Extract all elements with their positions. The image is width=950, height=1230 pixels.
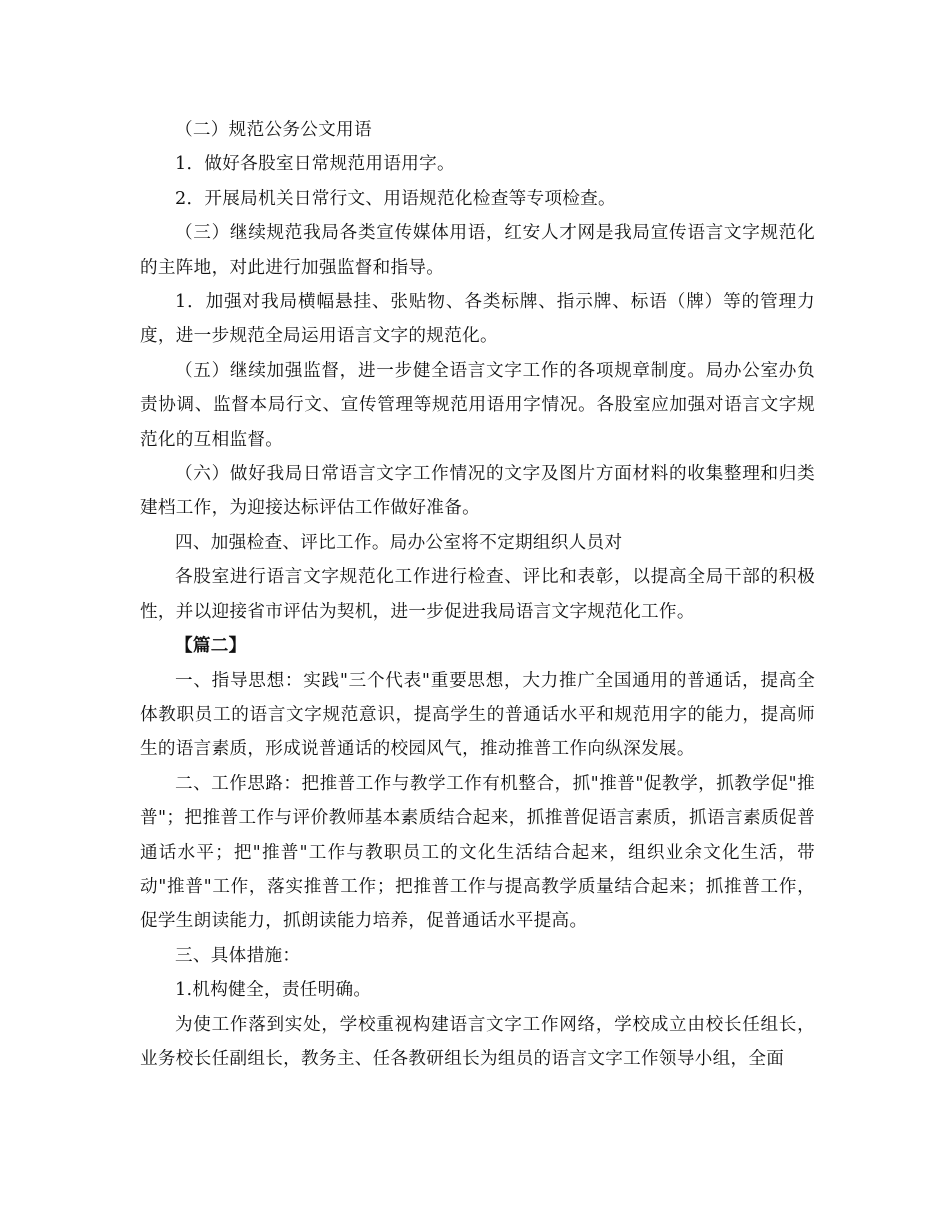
paragraph-measure-1-body: 为使工作落到实处，学校重视构建语言文字工作网络，学校成立由校长任组长，业务校长任副组长，教务主、任各教研组长为组员的语言文字工作领导小组，全面 (140, 1014, 815, 1069)
paragraph-item-1b: 1．加强对我局横幅悬挂、张贴物、各类标牌、指示牌、标语（牌）等的管理力度，进一步规范全局运用语言文字的规范化。 (140, 292, 815, 347)
paragraph-measure-1: 1.机构健全，责任明确。 (175, 980, 372, 1001)
paragraph-part-4: 四、加强检查、评比工作。局办公室将不定期组织人员对 (175, 532, 623, 553)
section-heading-part-two: 【篇二】 (175, 635, 247, 657)
paragraph-section-2-title: （二）规范公务公文用语 (175, 120, 372, 140)
paragraph-item-1: 1．做好各股室日常规范用语用字。 (175, 154, 455, 175)
paragraph-item-2: 2．开展局机关日常行文、用语规范化检查等专项检查。 (175, 188, 616, 209)
paragraph-part-4-continued: 各股室进行语言文字规范化工作进行检查、评比和表彰，以提高全局干部的积极性，并以迎接省市评估为契机，进一步促进我局语言文字规范化工作。 (140, 567, 815, 622)
paragraph-guiding-thought: 一、指导思想：实践"三个代表"重要思想，大力推广全国通用的普通话，提高全体教职员工的语言文字规范意识，提高学生的普通话水平和规范用字的能力，提高师生的语言素质，形成说普通话的校园风气，推动推普工作向纵深发展。 (140, 670, 815, 760)
paragraph-section-5: （五）继续加强监督，进一步健全语言文字工作的各项规章制度。局办公室办负责协调、监督本局行文、宣传管理等规范用语用字情况。各股室应加强对语言文字规范化的互相监督。 (140, 360, 815, 450)
paragraph-work-approach: 二、工作思路：把推普工作与教学工作有机整合，抓"推普"促教学，抓教学促"推普"；把推普工作与评价教师基本素质结合起来，抓推普促语言素质，抓语言素质促普通话水平；把"推普"工作与教职员工的文化生活结合起来，组织业余文化生活，带动"推普"工作，落实推普工作；把推普工作与提高教学质量结合起来；抓推普工作，促学生朗读能力，抓朗读能力培养，促普通话水平提高。 (140, 773, 815, 932)
document-body (140, 113, 815, 1076)
paragraph-section-6: （六）做好我局日常语言文字工作情况的文字及图片方面材料的收集整理和归类建档工作，为迎接达标评估工作做好准备。 (140, 464, 815, 519)
paragraph-section-3: （三）继续规范我局各类宣传媒体用语，红安人才网是我局宣传语言文字规范化的主阵地，对此进行加强监督和指导。 (140, 223, 815, 278)
paragraph-measures-title: 三、具体措施： (175, 945, 301, 966)
